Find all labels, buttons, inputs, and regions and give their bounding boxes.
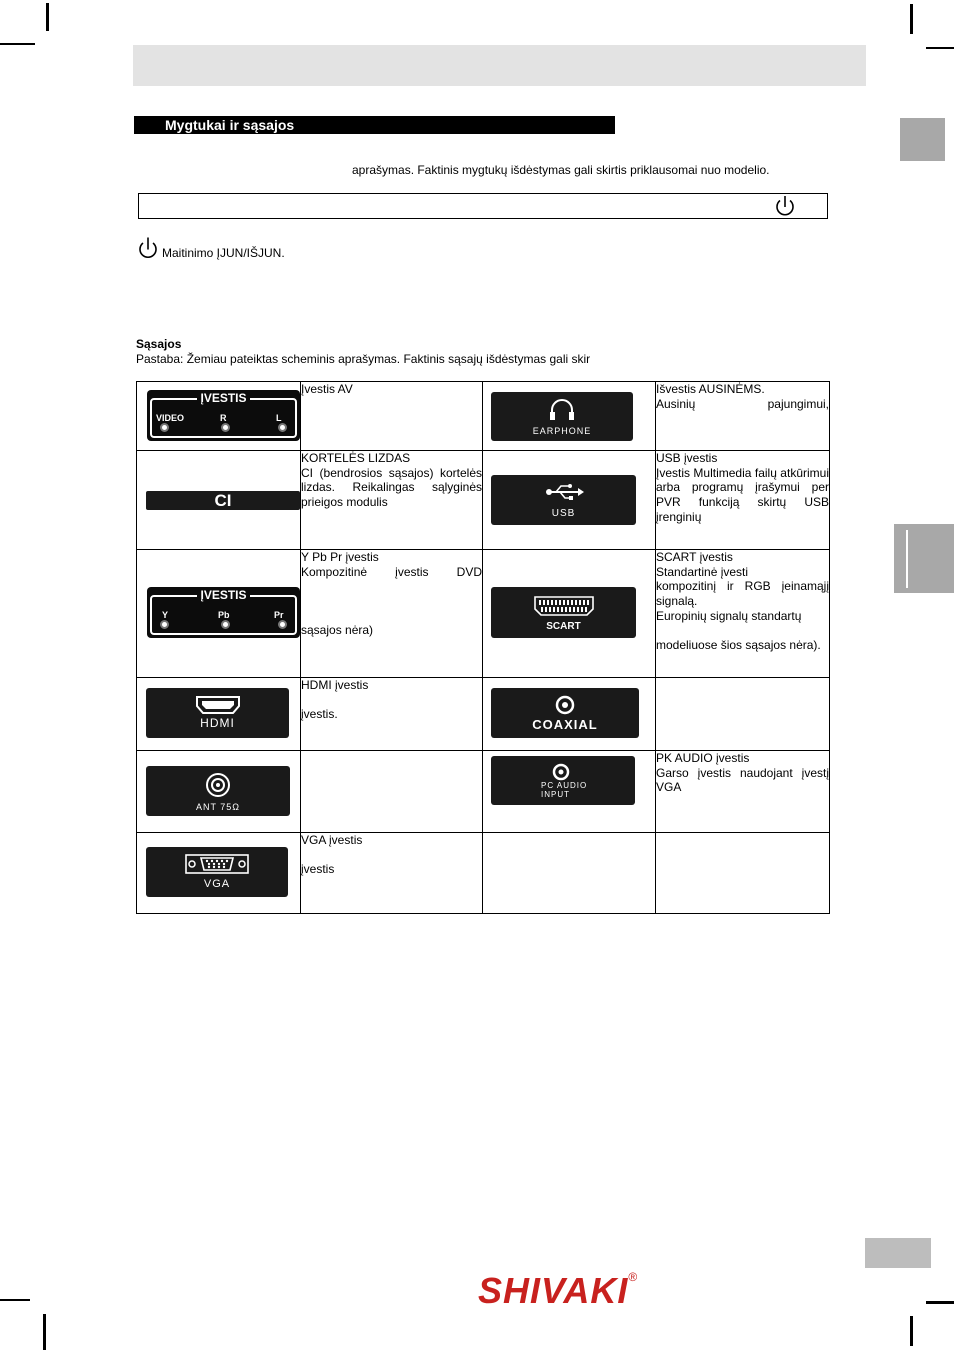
vga-connector-icon [185, 853, 249, 875]
av-description: Įvestis AV [301, 382, 483, 451]
audio-jack-icon [551, 762, 571, 782]
ypbpr-description: Y Pb Pr įvestis Kompozitinė įvestis DVD sąsajos nėra) [301, 550, 483, 678]
crop-mark [926, 1301, 954, 1304]
ci-slot [146, 491, 300, 510]
registered-mark: ® [628, 1270, 638, 1284]
pc-audio-image-cell [483, 751, 656, 833]
av-panel-title: ĮVESTIS [197, 391, 249, 405]
scart-port [491, 587, 636, 638]
earphone-label: EARPHONE [532, 426, 592, 436]
brand-name: SHIVAKI [478, 1270, 629, 1311]
ci-image-cell [137, 451, 301, 550]
table-row [137, 751, 830, 833]
ant-description [301, 751, 483, 833]
scart-image-cell [483, 550, 656, 678]
header-band [133, 45, 866, 86]
usb-label: USB [551, 508, 576, 519]
scart-connector-icon [533, 595, 595, 617]
ant-label: ANT 75Ω [195, 802, 241, 812]
table-row [137, 382, 830, 451]
buttons-intro: aprašymas. Faktinis mygtukų išdėstymas gali skirtis priklausomai nuo modelio. [352, 163, 770, 177]
jack-label: Pr [274, 610, 284, 620]
power-description: Maitinimo ĮJUN/IŠJUN. [162, 246, 285, 260]
table-row [137, 678, 830, 751]
buttons-panel [138, 193, 828, 219]
vga-label: VGA [203, 878, 231, 890]
table-row [137, 833, 830, 914]
hdmi-connector-icon [195, 695, 241, 715]
scart-description: SCART įvestis Standartinė įvesti kompozitinį ir RGB įeinamąjį signalą. Europinių signalų standartų modeliuose šios sąsajos nėra). [656, 550, 830, 678]
rca-jack-icon [160, 620, 169, 629]
pc-audio-port [491, 756, 635, 805]
coaxial-port [491, 688, 639, 738]
antenna-port [146, 766, 290, 816]
vga-image-cell [137, 833, 301, 914]
section-title: Mygtukai ir sąsajos [165, 117, 295, 133]
crop-mark [926, 47, 954, 49]
earphone-description: Išvestis AUSINĖMS. Ausinių pajungimui, [656, 382, 830, 451]
table-row [137, 550, 830, 678]
ports-table [136, 381, 830, 914]
side-tab-active [894, 524, 954, 593]
scart-label: SCART [546, 621, 581, 632]
power-icon [136, 236, 160, 261]
ypbpr-image-cell [137, 550, 301, 678]
section-heading [134, 116, 615, 134]
hdmi-label: HDMI [200, 716, 235, 730]
crop-mark [43, 1314, 46, 1350]
usb-description: USB įvestis Įvestis Multimedia failų atkūrimui arba programų įrašymui per PVR funkciją skirtų USB įrenginių [656, 451, 830, 550]
coaxial-image-cell [483, 678, 656, 751]
usb-image-cell [483, 451, 656, 550]
pc-audio-description: PK AUDIO įvestis Garso įvestis naudojant įvestį VGA [656, 751, 830, 833]
jack-label: VIDEO [156, 413, 185, 423]
brand-logo [478, 1270, 637, 1312]
hdmi-description: HDMI įvestis įvestis. [301, 678, 483, 751]
earphone-image-cell [483, 382, 656, 451]
power-icon [773, 194, 797, 218]
av-input-panel [147, 390, 300, 441]
page-number-box [865, 1238, 931, 1268]
empty-cell [656, 833, 830, 914]
usb-port [491, 475, 636, 525]
empty-cell [483, 833, 656, 914]
hdmi-port [146, 688, 289, 738]
usb-icon [544, 482, 584, 502]
earphone-port [491, 392, 633, 441]
crop-mark [0, 43, 35, 45]
antenna-jack-icon [205, 772, 231, 798]
headphones-icon [547, 396, 577, 422]
jack-label: Y [162, 610, 169, 620]
jack-label: R [220, 413, 227, 423]
rca-jack-icon [221, 620, 230, 629]
jack-label: L [276, 413, 282, 423]
crop-mark [910, 4, 913, 34]
power-legend [136, 236, 285, 261]
vga-port [146, 847, 288, 897]
ant-image-cell [137, 751, 301, 833]
pc-audio-label: PC AUDIO INPUT [541, 781, 588, 799]
ypbpr-panel-title: ĮVESTIS [197, 588, 249, 602]
ci-label: CI [214, 491, 232, 510]
coaxial-label: COAXIAL [532, 717, 598, 732]
hdmi-image-cell [137, 678, 301, 751]
coaxial-jack-icon [554, 694, 576, 716]
interfaces-title: Sąsajos [136, 337, 182, 351]
crop-mark [46, 3, 49, 31]
table-row [137, 451, 830, 550]
av-image-cell [137, 382, 301, 451]
jack-label: Pb [218, 610, 230, 620]
rca-jack-icon [160, 423, 169, 432]
vga-description: VGA įvestis įvestis [301, 833, 483, 914]
crop-mark [910, 1316, 913, 1346]
rca-jack-icon [278, 423, 287, 432]
coaxial-description [656, 678, 830, 751]
side-tab [900, 118, 945, 161]
crop-mark [0, 1299, 30, 1301]
interfaces-note: Pastaba: Žemiau pateiktas scheminis aprašymas. Faktinis sąsajų išdėstymas gali skir [136, 352, 591, 366]
ypbpr-input-panel [147, 587, 300, 638]
rca-jack-icon [221, 423, 230, 432]
ci-description: KORTELĖS LIZDAS CI (bendrosios sąsajos) kortelės lizdas. Reikalingas sąlyginės prieigos modulis [301, 451, 483, 550]
rca-jack-icon [278, 620, 287, 629]
